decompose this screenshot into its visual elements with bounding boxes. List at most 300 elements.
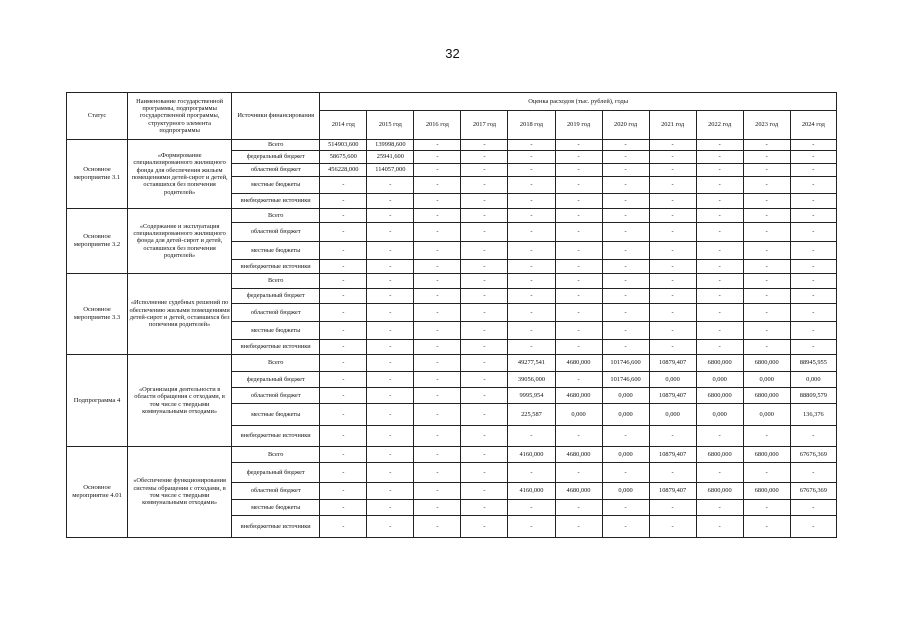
funding-source-cell: местные бюджеты — [232, 242, 320, 260]
value-cell: - — [414, 242, 461, 260]
value-cell: - — [790, 340, 836, 355]
value-cell: - — [320, 260, 367, 274]
value-cell: - — [461, 483, 508, 500]
value-cell: - — [320, 388, 367, 404]
value-cell: - — [320, 304, 367, 322]
funding-source-cell: внебюджетные источники — [232, 426, 320, 447]
value-cell: 67676,369 — [790, 447, 836, 463]
value-cell: - — [602, 194, 649, 209]
value-cell: - — [320, 242, 367, 260]
budget-table — [66, 92, 837, 538]
value-cell: - — [414, 340, 461, 355]
value-cell: - — [649, 164, 696, 177]
value-cell: - — [790, 223, 836, 242]
table-row — [67, 355, 837, 372]
value-cell: 4680,000 — [555, 447, 602, 463]
value-cell: - — [743, 322, 790, 340]
value-cell: 139998,600 — [367, 140, 414, 151]
value-cell: - — [696, 500, 743, 516]
value-cell: - — [461, 164, 508, 177]
value-cell: - — [555, 151, 602, 164]
value-cell: - — [320, 483, 367, 500]
value-cell: - — [367, 194, 414, 209]
value-cell: - — [743, 223, 790, 242]
value-cell: - — [414, 372, 461, 388]
value-cell: 0,000 — [602, 404, 649, 426]
value-cell: 58675,600 — [320, 151, 367, 164]
funding-source-cell: внебюджетные источники — [232, 340, 320, 355]
value-cell: - — [461, 209, 508, 223]
value-cell: - — [320, 340, 367, 355]
value-cell: - — [461, 500, 508, 516]
value-cell: 4680,000 — [555, 388, 602, 404]
value-cell: - — [320, 177, 367, 194]
value-cell: 88809,579 — [790, 388, 836, 404]
value-cell: - — [461, 340, 508, 355]
year-header: 2024 год — [790, 111, 836, 140]
value-cell: - — [508, 322, 555, 340]
value-cell: - — [555, 223, 602, 242]
status-cell: Основное мероприятие 3.1 — [67, 140, 128, 209]
header-expenses: Оценка расходов (тыс. рублей), годы — [320, 93, 837, 111]
value-cell: - — [696, 304, 743, 322]
value-cell: - — [696, 426, 743, 447]
value-cell: - — [743, 140, 790, 151]
value-cell: 6800,000 — [743, 388, 790, 404]
value-cell: - — [696, 209, 743, 223]
value-cell: - — [743, 274, 790, 289]
value-cell: 0,000 — [696, 404, 743, 426]
value-cell: 0,000 — [743, 404, 790, 426]
value-cell: - — [320, 223, 367, 242]
value-cell: - — [649, 322, 696, 340]
value-cell: - — [367, 289, 414, 304]
program-name-cell: «Содержание и эксплуатация специализированного жилищного фонда для детей-сирот и детей, оставшихся без попечения родителей» — [128, 209, 232, 274]
value-cell: - — [414, 483, 461, 500]
value-cell: - — [602, 242, 649, 260]
value-cell: - — [649, 151, 696, 164]
value-cell: - — [320, 289, 367, 304]
value-cell: - — [790, 177, 836, 194]
value-cell: 10879,407 — [649, 388, 696, 404]
value-cell: - — [414, 447, 461, 463]
value-cell: - — [508, 500, 555, 516]
value-cell: - — [743, 340, 790, 355]
value-cell: - — [649, 194, 696, 209]
value-cell: - — [414, 426, 461, 447]
value-cell: - — [367, 340, 414, 355]
value-cell: - — [320, 322, 367, 340]
value-cell: - — [461, 355, 508, 372]
value-cell: - — [790, 463, 836, 483]
value-cell: - — [649, 516, 696, 538]
value-cell: 9995,954 — [508, 388, 555, 404]
page-number: 32 — [445, 46, 460, 61]
value-cell: 88945,955 — [790, 355, 836, 372]
value-cell: - — [461, 260, 508, 274]
value-cell: 67676,369 — [790, 483, 836, 500]
value-cell: - — [367, 388, 414, 404]
funding-source-cell: областной бюджет — [232, 223, 320, 242]
value-cell: - — [602, 223, 649, 242]
value-cell: - — [696, 516, 743, 538]
value-cell: 225,587 — [508, 404, 555, 426]
value-cell: - — [367, 447, 414, 463]
value-cell: - — [696, 289, 743, 304]
value-cell: - — [649, 426, 696, 447]
value-cell: - — [508, 340, 555, 355]
value-cell: - — [367, 274, 414, 289]
value-cell: - — [696, 340, 743, 355]
value-cell: - — [367, 260, 414, 274]
value-cell: - — [461, 223, 508, 242]
value-cell: - — [414, 274, 461, 289]
year-header: 2014 год — [320, 111, 367, 140]
value-cell: - — [602, 340, 649, 355]
value-cell: - — [320, 372, 367, 388]
year-header: 2016 год — [414, 111, 461, 140]
value-cell: 101746,600 — [602, 372, 649, 388]
value-cell: - — [461, 242, 508, 260]
value-cell: - — [414, 322, 461, 340]
value-cell: - — [555, 516, 602, 538]
value-cell: - — [320, 426, 367, 447]
value-cell: - — [555, 304, 602, 322]
value-cell: - — [790, 304, 836, 322]
value-cell: - — [461, 322, 508, 340]
year-header: 2023 год — [743, 111, 790, 140]
header-status: Статус — [67, 93, 128, 140]
table-row — [67, 140, 837, 151]
value-cell: - — [367, 404, 414, 426]
funding-source-cell: областной бюджет — [232, 483, 320, 500]
value-cell: - — [743, 516, 790, 538]
value-cell: - — [743, 289, 790, 304]
value-cell: - — [461, 304, 508, 322]
value-cell: - — [790, 289, 836, 304]
value-cell: - — [508, 242, 555, 260]
value-cell: - — [790, 516, 836, 538]
value-cell: - — [508, 194, 555, 209]
value-cell: - — [602, 209, 649, 223]
value-cell: - — [508, 463, 555, 483]
value-cell: - — [414, 209, 461, 223]
program-name-cell: «Организация деятельности в области обращения с отходами, в том числе с твердыми коммунальными отходами» — [128, 355, 232, 447]
value-cell: - — [320, 500, 367, 516]
funding-source-cell: внебюджетные источники — [232, 516, 320, 538]
funding-source-cell: областной бюджет — [232, 388, 320, 404]
funding-source-cell: Всего — [232, 140, 320, 151]
value-cell: - — [367, 209, 414, 223]
value-cell: - — [743, 304, 790, 322]
funding-source-cell: местные бюджеты — [232, 500, 320, 516]
value-cell: 10879,407 — [649, 483, 696, 500]
value-cell: - — [696, 260, 743, 274]
value-cell: - — [461, 372, 508, 388]
value-cell: - — [414, 223, 461, 242]
value-cell: - — [790, 242, 836, 260]
year-header: 2017 год — [461, 111, 508, 140]
value-cell: - — [414, 140, 461, 151]
value-cell: - — [696, 194, 743, 209]
funding-source-cell: федеральный бюджет — [232, 151, 320, 164]
value-cell: - — [602, 516, 649, 538]
value-cell: - — [602, 260, 649, 274]
value-cell: - — [320, 463, 367, 483]
value-cell: - — [555, 340, 602, 355]
value-cell: - — [461, 274, 508, 289]
value-cell: - — [790, 209, 836, 223]
value-cell: - — [602, 151, 649, 164]
value-cell: 6800,000 — [696, 388, 743, 404]
year-header: 2022 год — [696, 111, 743, 140]
value-cell: - — [414, 289, 461, 304]
value-cell: - — [508, 289, 555, 304]
value-cell: - — [696, 242, 743, 260]
year-header: 2015 год — [367, 111, 414, 140]
value-cell: - — [320, 194, 367, 209]
value-cell: - — [743, 209, 790, 223]
value-cell: 39056,000 — [508, 372, 555, 388]
value-cell: - — [367, 516, 414, 538]
value-cell: - — [508, 260, 555, 274]
value-cell: 4160,000 — [508, 483, 555, 500]
value-cell: - — [649, 140, 696, 151]
value-cell: - — [649, 500, 696, 516]
value-cell: - — [696, 140, 743, 151]
value-cell: 0,000 — [696, 372, 743, 388]
value-cell: - — [743, 500, 790, 516]
value-cell: - — [649, 304, 696, 322]
value-cell: 456228,000 — [320, 164, 367, 177]
value-cell: - — [508, 223, 555, 242]
value-cell: 0,000 — [602, 388, 649, 404]
value-cell: - — [508, 140, 555, 151]
value-cell: - — [696, 463, 743, 483]
value-cell: - — [508, 274, 555, 289]
value-cell: - — [790, 164, 836, 177]
value-cell: - — [743, 164, 790, 177]
value-cell: - — [320, 274, 367, 289]
value-cell: - — [414, 194, 461, 209]
value-cell: - — [508, 426, 555, 447]
program-name-cell: «Исполнение судебных решений по обеспечению жилыми помещениями детей-сирот и детей, оставшихся без попечения родителей» — [128, 274, 232, 355]
value-cell: - — [790, 140, 836, 151]
value-cell: - — [461, 177, 508, 194]
year-header: 2020 год — [602, 111, 649, 140]
value-cell: - — [602, 177, 649, 194]
funding-source-cell: внебюджетные источники — [232, 260, 320, 274]
value-cell: - — [461, 404, 508, 426]
value-cell: - — [790, 194, 836, 209]
value-cell: 49277,541 — [508, 355, 555, 372]
value-cell: - — [790, 322, 836, 340]
value-cell: - — [696, 177, 743, 194]
program-name-cell: «Формирование специализированного жилищного фонда для обеспечения жильем помещениями детей-сирот и детей, оставшихся без попечения родителей» — [128, 140, 232, 209]
funding-source-cell: местные бюджеты — [232, 404, 320, 426]
table-body — [67, 140, 837, 538]
value-cell: - — [743, 463, 790, 483]
value-cell: - — [414, 164, 461, 177]
value-cell: - — [320, 516, 367, 538]
value-cell: - — [320, 209, 367, 223]
value-cell: - — [555, 322, 602, 340]
value-cell: - — [414, 500, 461, 516]
value-cell: - — [649, 260, 696, 274]
value-cell: - — [555, 209, 602, 223]
value-cell: - — [602, 164, 649, 177]
value-cell: - — [743, 242, 790, 260]
funding-source-cell: федеральный бюджет — [232, 463, 320, 483]
value-cell: - — [649, 209, 696, 223]
value-cell: - — [414, 177, 461, 194]
value-cell: - — [649, 242, 696, 260]
value-cell: - — [414, 355, 461, 372]
value-cell: - — [555, 140, 602, 151]
funding-source-cell: федеральный бюджет — [232, 372, 320, 388]
value-cell: 6800,000 — [696, 483, 743, 500]
value-cell: 6800,000 — [696, 447, 743, 463]
funding-source-cell: Всего — [232, 209, 320, 223]
value-cell: - — [508, 151, 555, 164]
status-cell: Основное мероприятие 3.2 — [67, 209, 128, 274]
value-cell: - — [367, 372, 414, 388]
value-cell: 10879,407 — [649, 355, 696, 372]
value-cell: - — [602, 322, 649, 340]
value-cell: - — [461, 151, 508, 164]
value-cell: - — [461, 194, 508, 209]
value-cell: - — [367, 463, 414, 483]
funding-source-cell: внебюджетные источники — [232, 194, 320, 209]
value-cell: - — [602, 304, 649, 322]
value-cell: - — [555, 500, 602, 516]
value-cell: - — [743, 260, 790, 274]
value-cell: - — [461, 289, 508, 304]
value-cell: - — [555, 242, 602, 260]
value-cell: - — [649, 274, 696, 289]
value-cell: - — [696, 164, 743, 177]
year-header: 2018 год — [508, 111, 555, 140]
value-cell: - — [602, 463, 649, 483]
year-header: 2021 год — [649, 111, 696, 140]
value-cell: - — [508, 516, 555, 538]
value-cell: - — [555, 426, 602, 447]
table-row — [67, 274, 837, 289]
value-cell: - — [555, 463, 602, 483]
value-cell: - — [367, 304, 414, 322]
value-cell: - — [414, 463, 461, 483]
value-cell: 0,000 — [602, 483, 649, 500]
value-cell: - — [461, 140, 508, 151]
value-cell: - — [602, 426, 649, 447]
value-cell: - — [649, 223, 696, 242]
value-cell: - — [367, 500, 414, 516]
value-cell: - — [696, 223, 743, 242]
value-cell: - — [508, 304, 555, 322]
value-cell: - — [367, 242, 414, 260]
value-cell: - — [461, 426, 508, 447]
table-row — [67, 209, 837, 223]
value-cell: 0,000 — [602, 447, 649, 463]
value-cell: - — [555, 177, 602, 194]
value-cell: - — [743, 194, 790, 209]
value-cell: - — [367, 223, 414, 242]
value-cell: 114057,000 — [367, 164, 414, 177]
value-cell: - — [696, 274, 743, 289]
value-cell: - — [743, 426, 790, 447]
value-cell: - — [790, 260, 836, 274]
value-cell: - — [367, 483, 414, 500]
value-cell: 4680,000 — [555, 483, 602, 500]
status-cell: Основное мероприятие 3.3 — [67, 274, 128, 355]
value-cell: - — [555, 372, 602, 388]
value-cell: - — [790, 274, 836, 289]
value-cell: - — [790, 426, 836, 447]
value-cell: - — [367, 177, 414, 194]
funding-source-cell: Всего — [232, 274, 320, 289]
value-cell: 6800,000 — [743, 447, 790, 463]
value-cell: - — [602, 140, 649, 151]
value-cell: 4680,000 — [555, 355, 602, 372]
value-cell: - — [649, 177, 696, 194]
value-cell: - — [743, 151, 790, 164]
value-cell: - — [649, 289, 696, 304]
value-cell: - — [602, 274, 649, 289]
value-cell: 0,000 — [790, 372, 836, 388]
value-cell: - — [508, 177, 555, 194]
value-cell: - — [320, 355, 367, 372]
value-cell: - — [696, 322, 743, 340]
value-cell: - — [790, 500, 836, 516]
funding-source-cell: Всего — [232, 355, 320, 372]
value-cell: - — [414, 304, 461, 322]
value-cell: - — [461, 388, 508, 404]
value-cell: - — [461, 516, 508, 538]
funding-source-cell: местные бюджеты — [232, 322, 320, 340]
value-cell: - — [555, 260, 602, 274]
header-source: Источники финансирования — [232, 93, 320, 140]
funding-source-cell: областной бюджет — [232, 304, 320, 322]
value-cell: 4160,000 — [508, 447, 555, 463]
value-cell: - — [414, 516, 461, 538]
value-cell: - — [508, 209, 555, 223]
value-cell: - — [414, 404, 461, 426]
value-cell: - — [367, 426, 414, 447]
value-cell: - — [649, 463, 696, 483]
value-cell: - — [461, 447, 508, 463]
status-cell: Подпрограмма 4 — [67, 355, 128, 447]
value-cell: - — [367, 322, 414, 340]
value-cell: 10879,407 — [649, 447, 696, 463]
value-cell: - — [555, 289, 602, 304]
value-cell: - — [602, 500, 649, 516]
value-cell: 0,000 — [555, 404, 602, 426]
header-name: Наименование государственной программы, подпрограммы государственной программы, структурного элемента подпрограммы — [128, 93, 232, 140]
value-cell: - — [414, 260, 461, 274]
value-cell: - — [367, 355, 414, 372]
status-cell: Основное мероприятие 4.01 — [67, 447, 128, 538]
program-name-cell: «Обеспечение функционирования системы обращения с отходами, в том числе с твердыми коммунальными отходами» — [128, 447, 232, 538]
value-cell: - — [414, 388, 461, 404]
value-cell: - — [649, 340, 696, 355]
value-cell: - — [555, 274, 602, 289]
funding-source-cell: областной бюджет — [232, 164, 320, 177]
funding-source-cell: местные бюджеты — [232, 177, 320, 194]
value-cell: - — [320, 447, 367, 463]
value-cell: - — [790, 151, 836, 164]
value-cell: - — [555, 164, 602, 177]
value-cell: - — [743, 177, 790, 194]
